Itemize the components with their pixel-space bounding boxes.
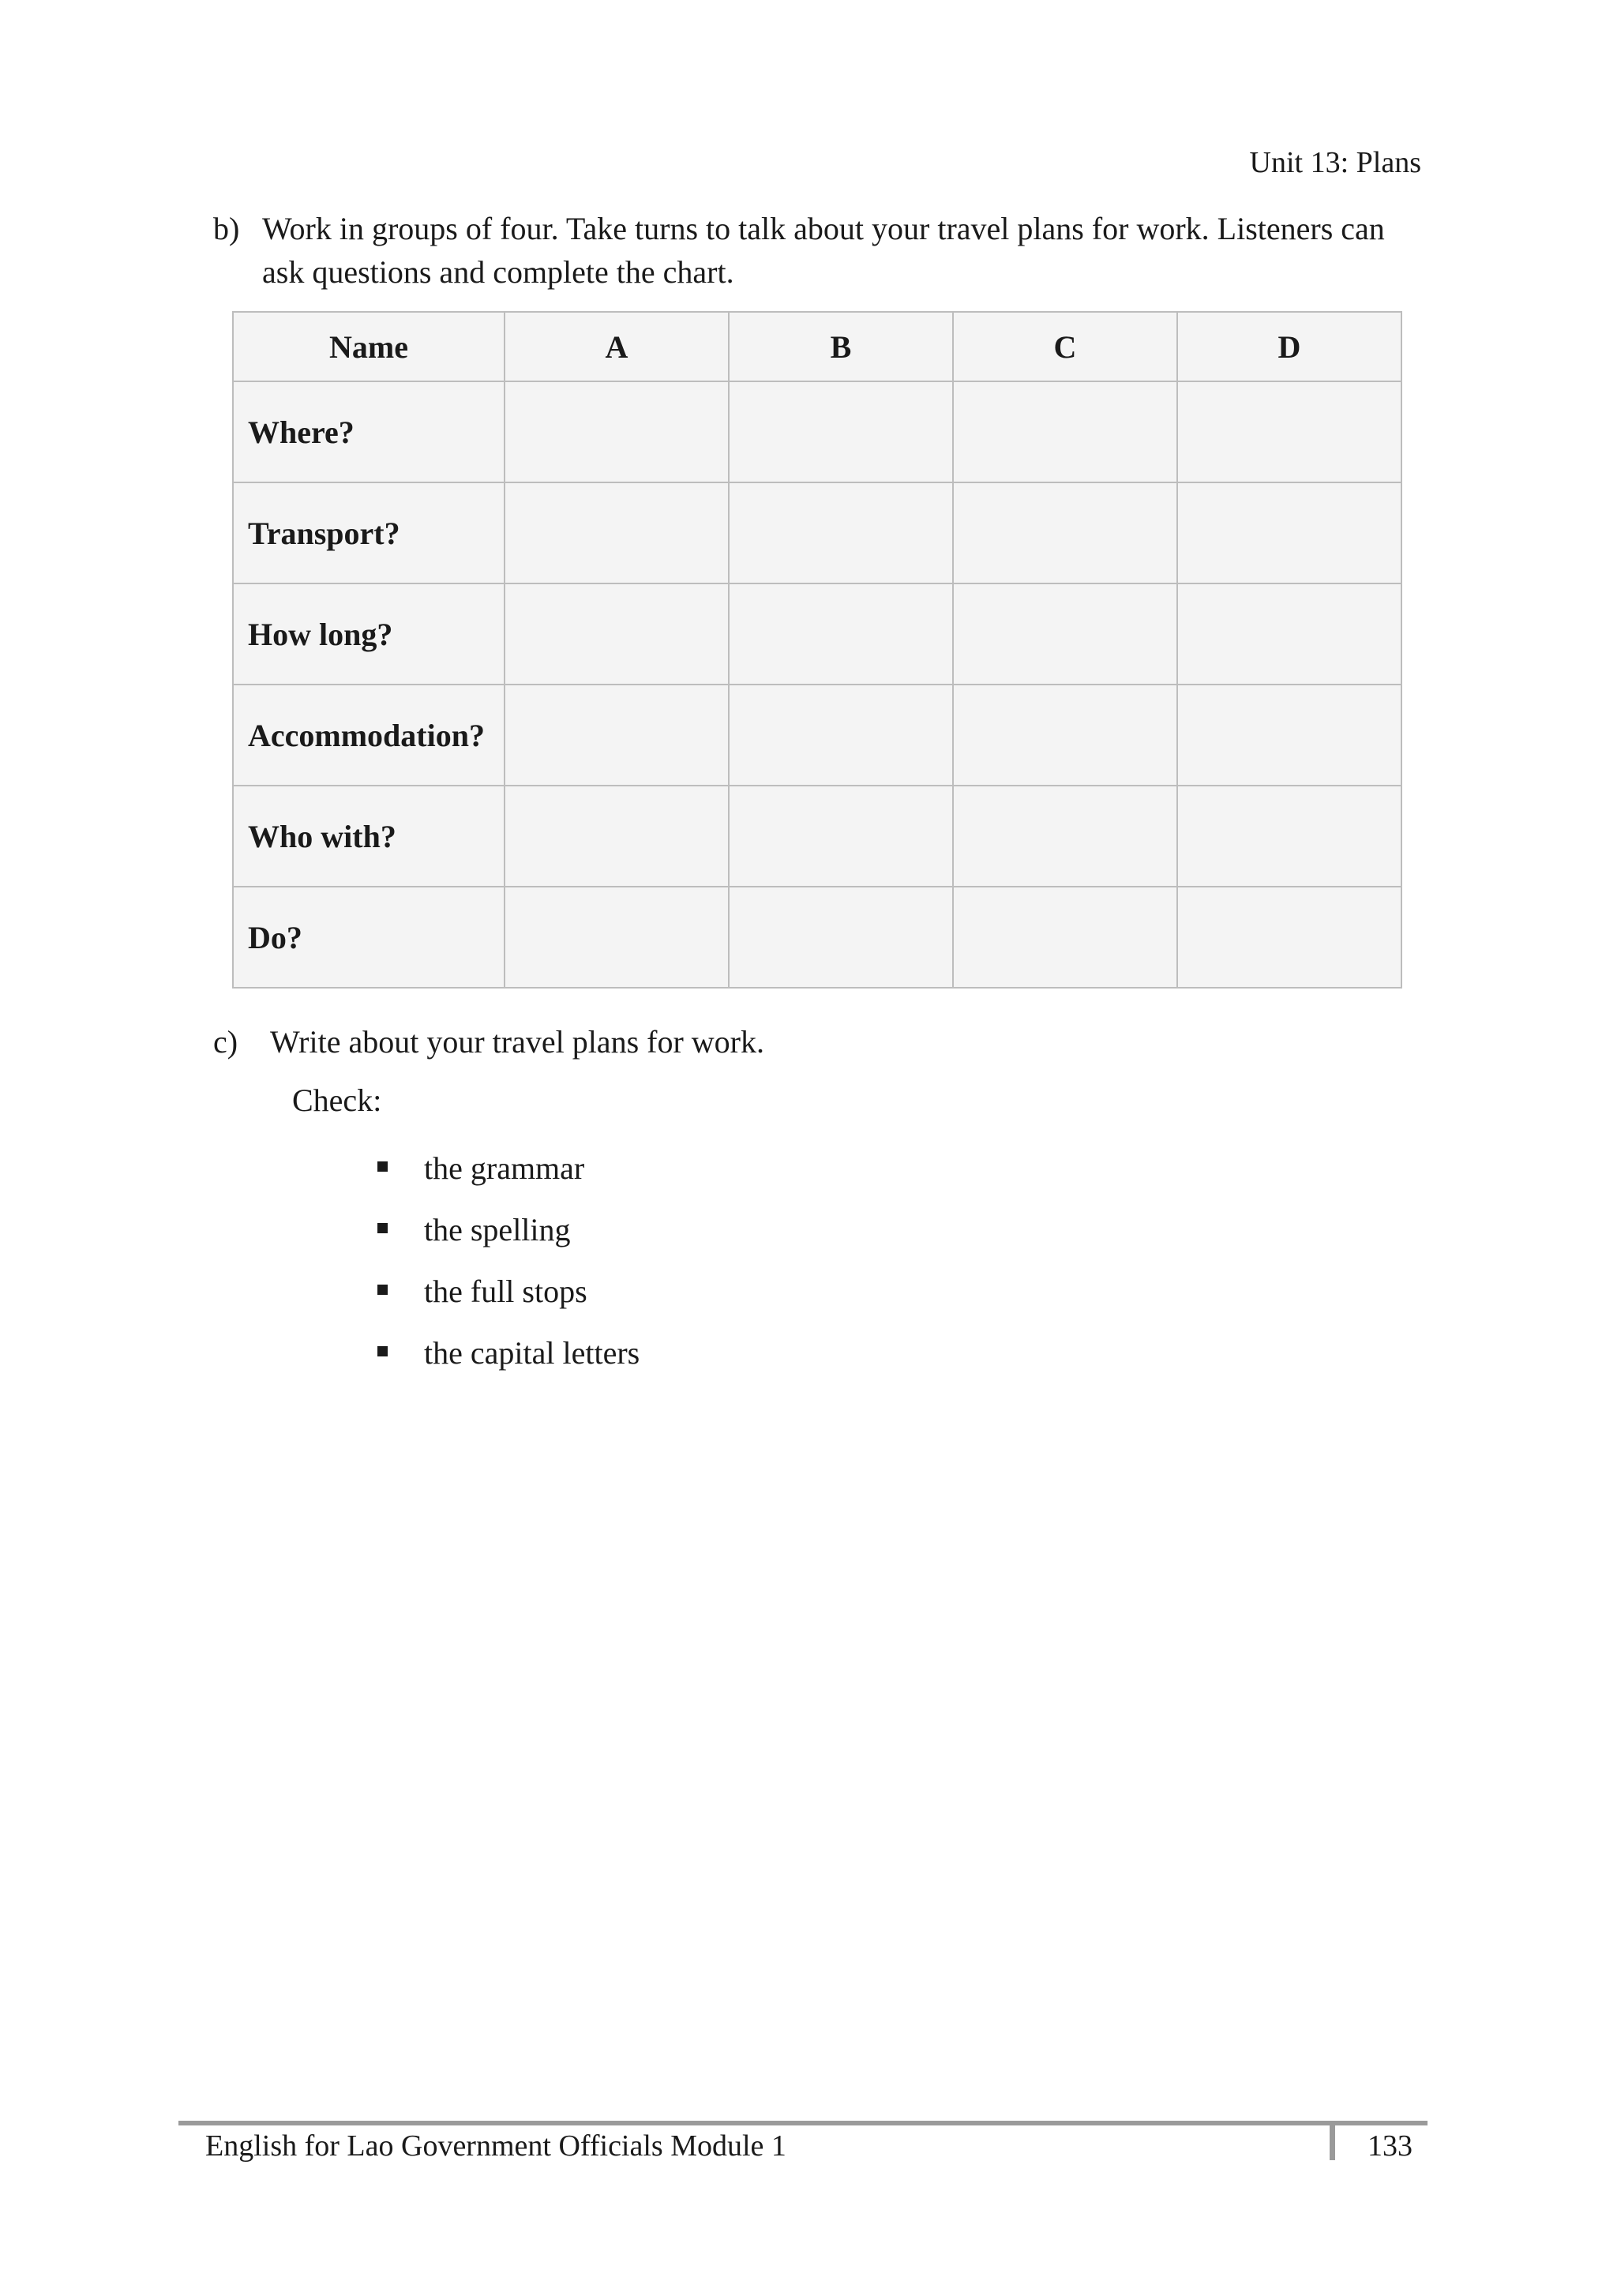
page-number: 133 [1368,2129,1413,2163]
chart-cell [953,583,1177,685]
chart-cell [1177,887,1401,988]
chart-header-b: B [729,312,953,381]
chart-header-name: Name [233,312,505,381]
chart-cell [729,583,953,685]
chart-header-a: A [505,312,729,381]
chart-cell [505,381,729,482]
row-label-transport: Transport? [233,482,505,583]
chart-row-do [233,887,1401,988]
square-bullet-icon [377,1285,388,1295]
row-label-where: Where? [233,381,505,482]
chart-cell [729,786,953,887]
checklist-item-label: the capital letters [424,1334,640,1371]
exercise-c [213,1020,764,1064]
list-item [377,1260,640,1322]
chart-row-transport [233,482,1401,583]
chart-cell [953,887,1177,988]
exercise-b [213,207,1398,294]
list-item [377,1199,640,1260]
check-label: Check: [292,1082,382,1118]
chart-cell [729,482,953,583]
chart-header-d: D [1177,312,1401,381]
square-bullet-icon [377,1161,388,1172]
exercise-b-marker: b) [213,211,240,246]
chart-row-accommodation [233,685,1401,786]
row-label-who-with: Who with? [233,786,505,887]
square-bullet-icon [377,1223,388,1233]
footer-divider [1330,2121,1335,2160]
list-item [377,1322,640,1383]
list-item [377,1137,640,1199]
chart-header-row [233,312,1401,381]
chart-cell [1177,381,1401,482]
checklist-item-label: the full stops [424,1273,587,1309]
chart-cell [729,685,953,786]
row-label-do: Do? [233,887,505,988]
chart-cell [505,482,729,583]
exercise-c-marker: c) [213,1024,238,1060]
chart-cell [953,685,1177,786]
row-label-how-long: How long? [233,583,505,685]
chart-row-where [233,381,1401,482]
unit-title: Unit 13: Plans [1249,146,1421,179]
chart-cell [729,381,953,482]
chart-cell [505,685,729,786]
exercise-b-instructions: Work in groups of four. Take turns to talk about your travel plans for work. Listeners can ask questions and complete the chart. [262,211,1385,290]
row-label-accommodation: Accommodation? [233,685,505,786]
exercise-c-instructions: Write about your travel plans for work. [270,1024,764,1060]
footer-book-title: English for Lao Government Officials Module 1 [205,2129,786,2163]
chart-cell [1177,482,1401,583]
chart-header-c: C [953,312,1177,381]
footer-rule [178,2121,1428,2125]
checklist-item-label: the grammar [424,1150,585,1186]
chart-row-who-with [233,786,1401,887]
chart-cell [1177,583,1401,685]
chart-cell [505,786,729,887]
square-bullet-icon [377,1346,388,1356]
chart-cell [953,381,1177,482]
chart-cell [505,583,729,685]
checklist [377,1137,640,1383]
chart-cell [1177,685,1401,786]
chart-cell [953,786,1177,887]
chart-cell [729,887,953,988]
chart-cell [1177,786,1401,887]
travel-plans-chart [232,311,1402,989]
chart-cell [953,482,1177,583]
checklist-item-label: the spelling [424,1211,571,1247]
chart-row-how-long [233,583,1401,685]
chart-cell [505,887,729,988]
